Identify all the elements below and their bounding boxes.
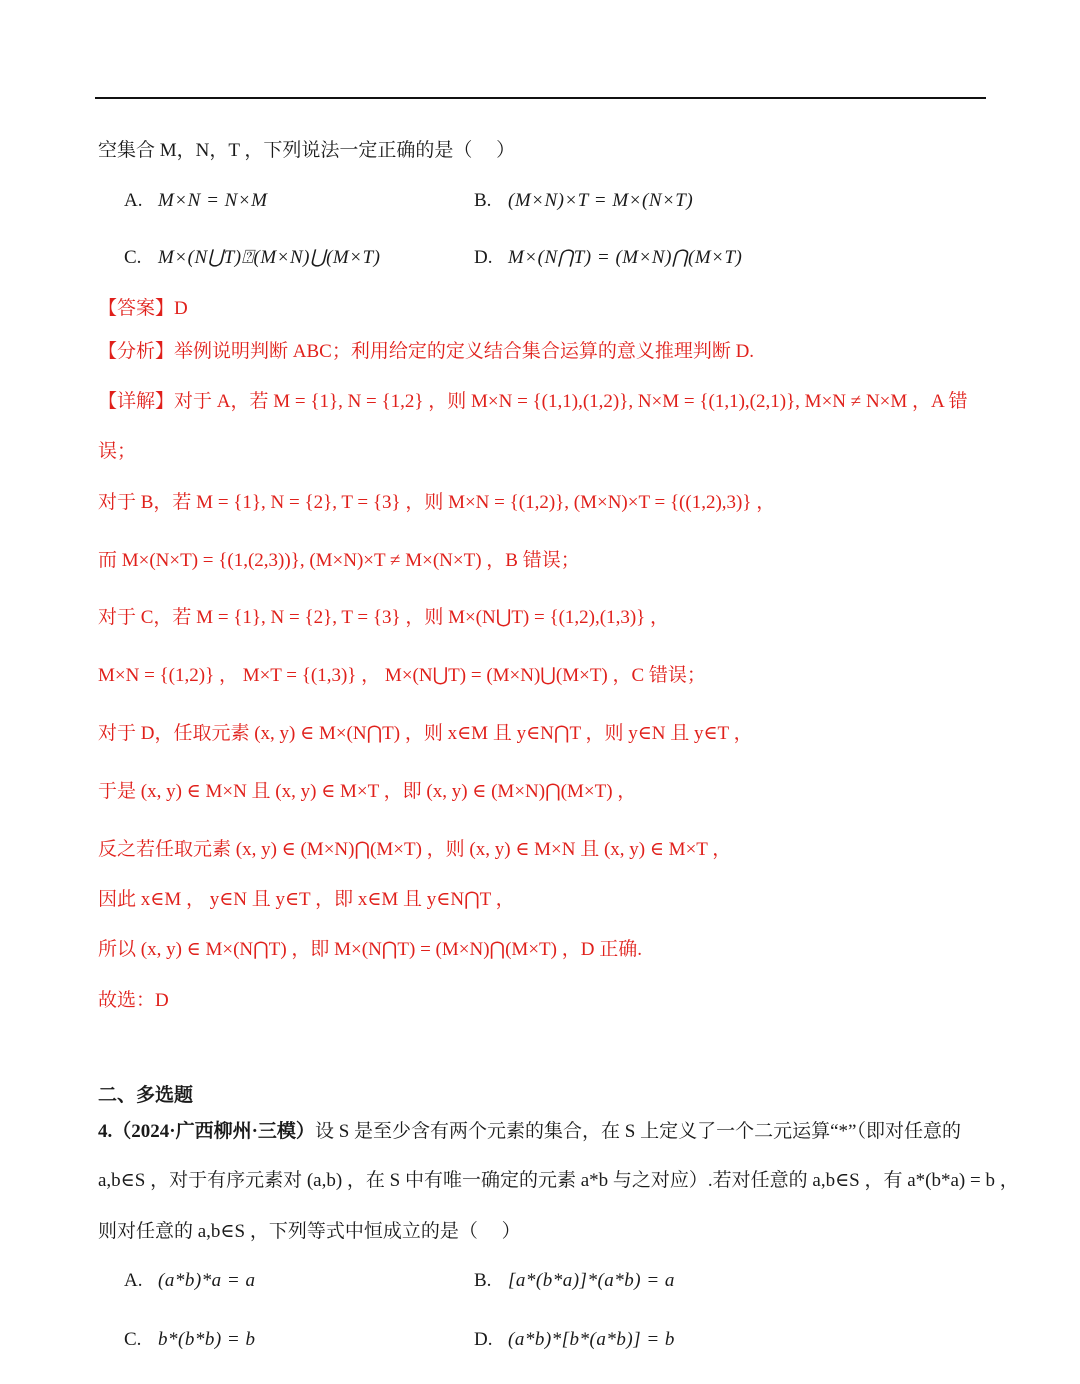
q3-detail-line: 反之若任取元素 (x, y) ∈ (M×N)⋂(M×T) ，则 (x, y) ∈ M×N 且 (x, y) ∈ M×T ， bbox=[98, 839, 732, 860]
option-letter: B. bbox=[474, 1270, 492, 1291]
q4-stem-line bbox=[98, 1117, 990, 1147]
option-text: (M×N)×T = M×(N×T) bbox=[508, 190, 694, 211]
option-text: M×N = N×M bbox=[158, 190, 268, 211]
q3-option-d bbox=[474, 243, 742, 273]
option-text: M×(N⋃T)⍰(M×N)⋃(M×T) bbox=[158, 247, 381, 268]
q4-stem-text: 设 S 是至少含有两个元素的集合，在 S 上定义了一个二元运算“*”（即对任意的 bbox=[314, 1121, 961, 1142]
q3-option-b bbox=[474, 186, 693, 216]
q3-option-c bbox=[124, 243, 380, 273]
q4-option-b bbox=[474, 1266, 675, 1296]
q3-analysis: 【分析】举例说明判断 ABC；利用给定的定义结合集合运算的意义推理判断 D. bbox=[98, 341, 755, 362]
option-letter: D. bbox=[474, 1329, 493, 1350]
q3-detail-line: 误； bbox=[98, 441, 137, 462]
option-letter: C. bbox=[124, 1329, 142, 1350]
q3-detail-line: 因此 x∈M ， y∈N 且 y∈T ，即 x∈M 且 y∈N⋂T ， bbox=[98, 889, 515, 910]
q3-detail-line: M×N = {(1,2)} ， M×T = {(1,3)} ， M×(N⋃T) = (M×N)⋃(M×T) ，C 错误； bbox=[98, 665, 706, 686]
option-text: (a*b)*[b*(a*b)] = b bbox=[508, 1329, 675, 1350]
option-text: b*(b*b) = b bbox=[158, 1329, 256, 1350]
option-letter: B. bbox=[474, 190, 492, 211]
section-heading: 二、多选题 bbox=[98, 1085, 194, 1106]
q3-detail-line: 于是 (x, y) ∈ M×N 且 (x, y) ∈ M×T ，即 (x, y) ∈ (M×N)⋂(M×T) ， bbox=[98, 781, 637, 802]
option-letter: D. bbox=[474, 247, 493, 268]
q3-detail-line: 【详解】对于 A，若 M = {1}, N = {1,2} ，则 M×N = {(1,1),(1,2)}, N×M = {(1,1),(2,1)}, M×N ≠ N×M ，A 错 bbox=[98, 391, 968, 412]
q4-option-c bbox=[124, 1325, 255, 1355]
q4-stem-line: 则对任意的 a,b∈S ，下列等式中恒成立的是（ ） bbox=[98, 1221, 521, 1242]
q4-option-d bbox=[474, 1325, 675, 1355]
q4-option-a bbox=[124, 1266, 255, 1296]
q4-source: （2024·广西柳州·三模） bbox=[112, 1121, 315, 1142]
q3-detail-line: 对于 C，若 M = {1}, N = {2}, T = {3} ，则 M×(N⋃T) = {(1,2),(1,3)} ， bbox=[98, 607, 670, 628]
option-letter: A. bbox=[124, 1270, 143, 1291]
option-text: [a*(b*a)]*(a*b) = a bbox=[508, 1270, 675, 1291]
q3-stem: 空集合 M，N，T ，下列说法一定正确的是（ ） bbox=[98, 140, 516, 161]
q4-stem-line: a,b∈S ，对于有序元素对 (a,b) ，在 S 中有唯一确定的元素 a*b 与之对应）.若对任意的 a,b∈S ，有 a*(b*a) = b ， bbox=[98, 1170, 1019, 1191]
q3-detail-line: 对于 D，任取元素 (x, y) ∈ M×(N⋂T) ，则 x∈M 且 y∈N⋂T ，则 y∈N 且 y∈T ， bbox=[98, 723, 753, 744]
option-letter: A. bbox=[124, 190, 143, 211]
q3-detail-line: 所以 (x, y) ∈ M×(N⋂T) ，即 M×(N⋂T) = (M×N)⋂(M×T) ，D 正确. bbox=[98, 939, 642, 960]
q3-option-a bbox=[124, 186, 267, 216]
q3-final-choice: 故选：D bbox=[98, 990, 169, 1011]
option-letter: C. bbox=[124, 247, 142, 268]
q4-number: 4. bbox=[98, 1121, 113, 1142]
q3-answer: 【答案】D bbox=[98, 298, 188, 319]
option-text: M×(N⋂T) = (M×N)⋂(M×T) bbox=[508, 247, 743, 268]
q3-detail-line: 而 M×(N×T) = {(1,(2,3))}, (M×N)×T ≠ M×(N×T) ，B 错误； bbox=[98, 550, 580, 571]
q3-detail-line: 对于 B，若 M = {1}, N = {2}, T = {3} ，则 M×N = {(1,2)}, (M×N)×T = {((1,2),3)} ， bbox=[98, 492, 776, 513]
option-text: (a*b)*a = a bbox=[158, 1270, 256, 1291]
header-rule bbox=[95, 97, 986, 99]
